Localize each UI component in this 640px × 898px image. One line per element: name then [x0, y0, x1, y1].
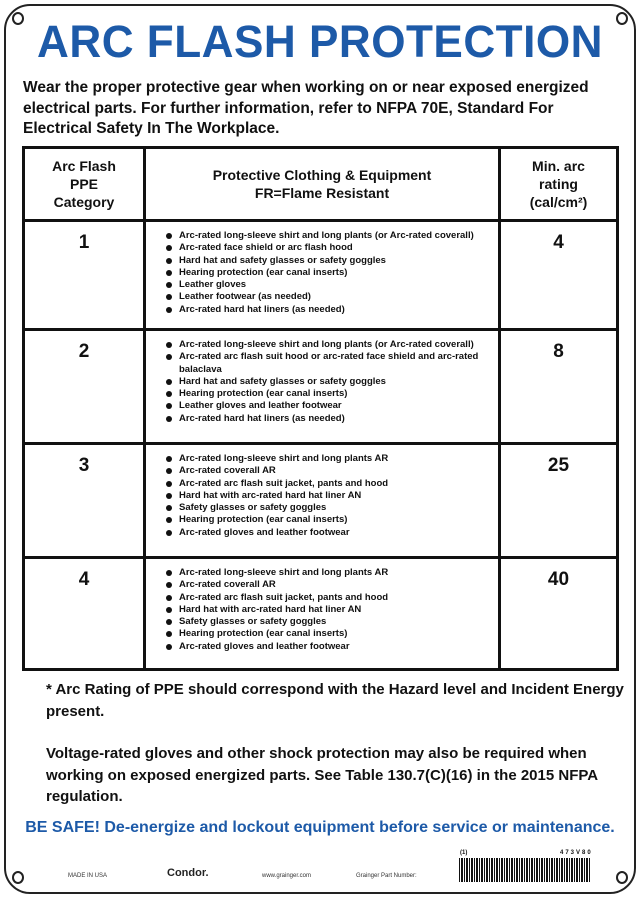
list-item: Hard hat with arc-rated hard hat liner AN — [166, 490, 498, 502]
condor-logo: Condor. — [167, 867, 209, 879]
safety-banner: BE SAFE! De-energize and lockout equipment before service or maintenance. — [25, 819, 615, 836]
part-label: Grainger Part Number: — [356, 873, 417, 879]
list-item: Arc-rated face shield or arc flash hood — [166, 242, 498, 254]
table-row — [24, 444, 618, 558]
intro-text: Wear the proper protective gear when working on or near exposed energized electrical parts. For further information, refer to NFPA 70E, Standard For Electrical Safety In The Workplace. — [23, 79, 589, 137]
mounting-hole — [616, 871, 628, 884]
list-item: Leather gloves and leather footwear — [166, 400, 498, 412]
table-row — [24, 330, 618, 444]
rating-cell: 8 — [500, 330, 618, 444]
list-item: Hearing protection (ear canal inserts) — [166, 514, 498, 526]
header-clothing: Protective Clothing & Equipment FR=Flame Resistant — [145, 148, 500, 221]
list-item: Arc-rated long-sleeve shirt and long plants (or Arc-rated coverall) — [166, 230, 498, 242]
ppe-table — [22, 146, 619, 671]
items-cell — [145, 330, 500, 444]
barcode — [459, 858, 591, 882]
table-row — [24, 558, 618, 670]
list-item: Arc-rated coverall AR — [166, 465, 498, 477]
header-category: Arc Flash PPE Category — [24, 148, 145, 221]
part-number: 473V80 — [560, 850, 593, 856]
list-item: Hard hat with arc-rated hard hat liner AN — [166, 604, 498, 616]
rating-cell: 4 — [500, 221, 618, 330]
items-cell — [145, 558, 500, 670]
list-item: Leather footwear (as needed) — [166, 291, 498, 303]
url: www.grainger.com — [262, 873, 312, 879]
table-header — [24, 148, 618, 221]
category-cell: 3 — [24, 444, 145, 558]
list-item: Arc-rated coverall AR — [166, 579, 498, 591]
list-item: Arc-rated hard hat liners (as needed) — [166, 413, 498, 425]
list-item: Safety glasses or safety goggles — [166, 616, 498, 628]
made-in-usa: MADE IN USA — [68, 873, 108, 879]
list-item: Safety glasses or safety goggles — [166, 502, 498, 514]
list-item: Arc-rated arc flash suit jacket, pants and hood — [166, 592, 498, 604]
list-item: Arc-rated gloves and leather footwear — [166, 641, 498, 653]
items-cell — [145, 444, 500, 558]
list-item: Leather gloves — [166, 279, 498, 291]
list-item: Hard hat and safety glasses or safety goggles — [166, 255, 498, 267]
list-item: Arc-rated gloves and leather footwear — [166, 527, 498, 539]
list-item: Arc-rated arc flash suit hood or arc-rated face shield and arc-rated balaclava — [166, 351, 498, 376]
rating-cell: 25 — [500, 444, 618, 558]
items-cell — [145, 221, 500, 330]
category-cell: 2 — [24, 330, 145, 444]
list-item: Hearing protection (ear canal inserts) — [166, 628, 498, 640]
category-cell: 1 — [24, 221, 145, 330]
list-item: Hard hat and safety glasses or safety goggles — [166, 376, 498, 388]
table-row — [24, 221, 618, 330]
rating-cell: 40 — [500, 558, 618, 670]
sign-title: ARC FLASH PROTECTION — [37, 16, 603, 67]
list-item: Arc-rated long-sleeve shirt and long plants (or Arc-rated coverall) — [166, 339, 498, 351]
list-item: Arc-rated arc flash suit jacket, pants and hood — [166, 478, 498, 490]
shock-note: Voltage-rated gloves and other shock protection may also be required when working on exposed energized parts. See Table 130.7(C)(16) in the 2015 NFPA regulation. — [46, 745, 598, 805]
mounting-hole — [12, 871, 24, 884]
list-item: Arc-rated long-sleeve shirt and long plants AR — [166, 453, 498, 465]
header-rating: Min. arc rating (cal/cm²) — [500, 148, 618, 221]
list-item: Arc-rated hard hat liners (as needed) — [166, 304, 498, 316]
footnote: * Arc Rating of PPE should correspond with the Hazard level and Incident Energy present. — [46, 681, 624, 720]
list-item: Hearing protection (ear canal inserts) — [166, 267, 498, 279]
category-cell: 4 — [24, 558, 145, 670]
quantity: (1) — [460, 850, 468, 856]
list-item: Arc-rated long-sleeve shirt and long plants AR — [166, 567, 498, 579]
list-item: Hearing protection (ear canal inserts) — [166, 388, 498, 400]
